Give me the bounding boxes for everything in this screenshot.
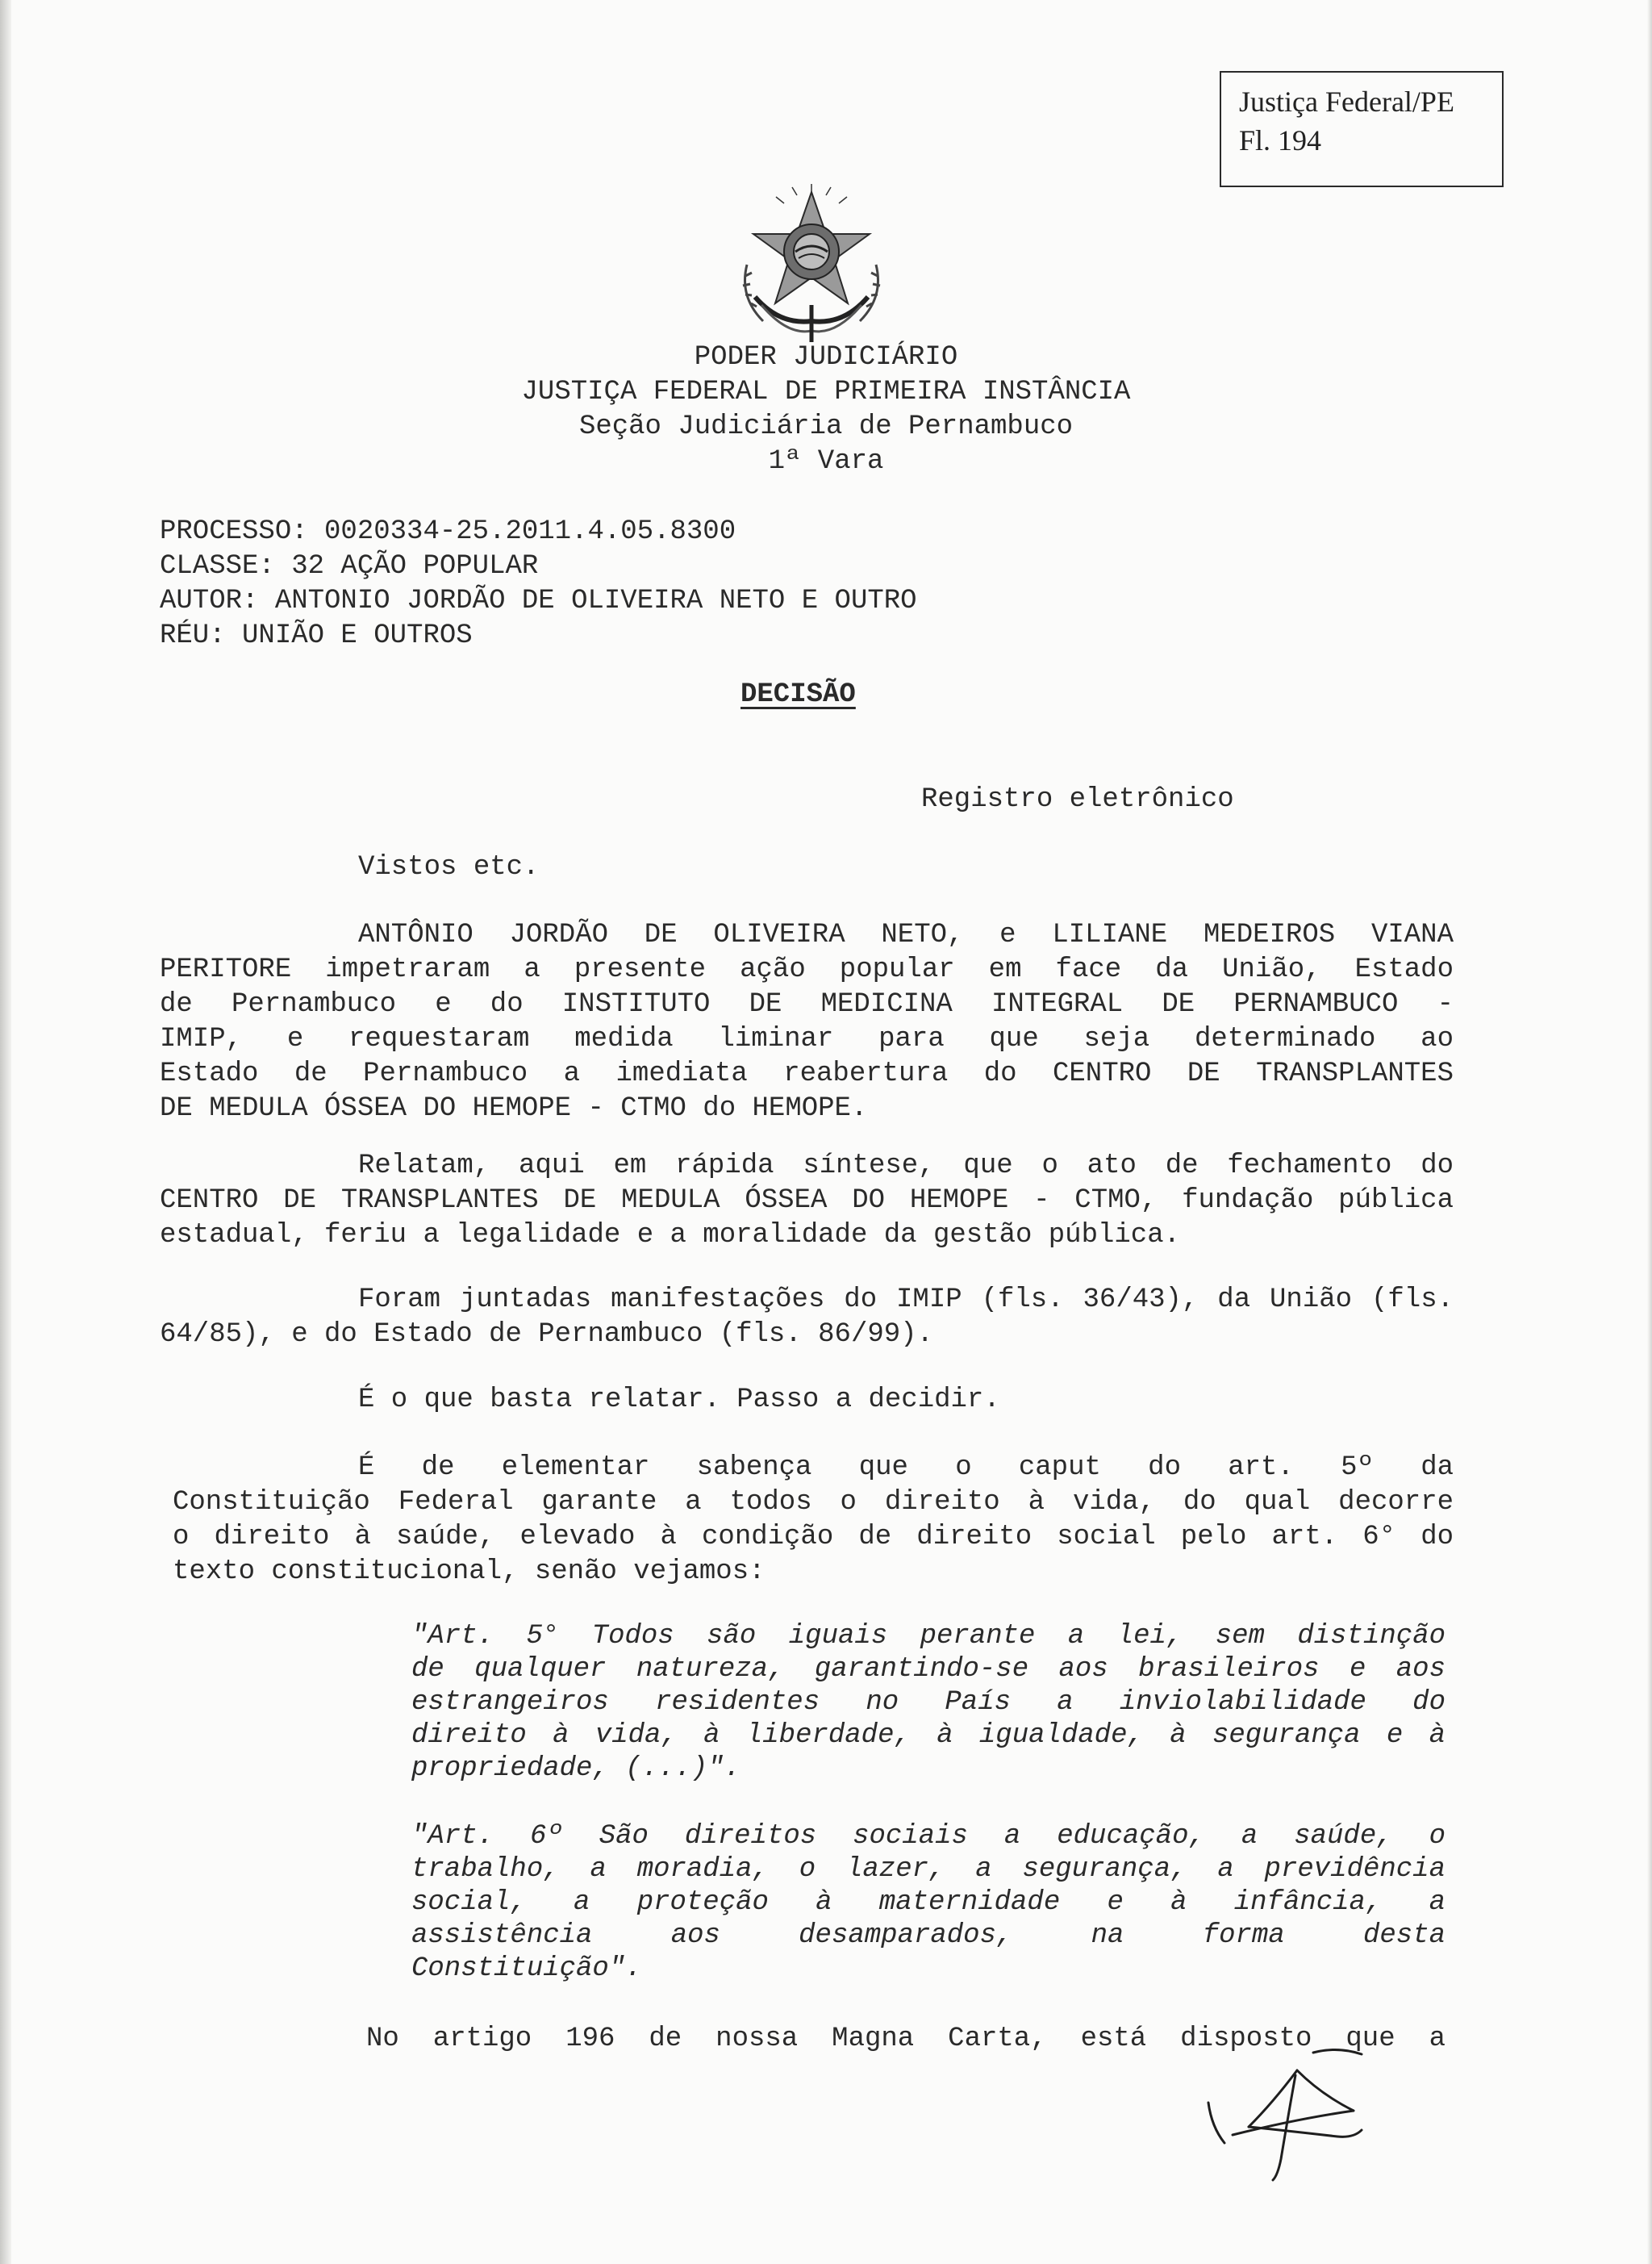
quote-art-5: [411, 1620, 1446, 1786]
quote-art-5-line: de qualquer natureza, garantindo-se aos brasileiros e aos: [411, 1654, 1446, 1685]
quote-art-6-line: assistência aos desamparados, na forma desta: [411, 1920, 1446, 1951]
stamp-folio: Fl. 194: [1239, 124, 1322, 157]
vistos-etc: Vistos etc.: [358, 852, 540, 883]
paragraph-5: [173, 1451, 1454, 1589]
paragraph-3-line: Foram juntadas manifestações do IMIP (fls. 36/43), da União (fls.: [358, 1284, 1454, 1315]
paragraph-2-line: CENTRO DE TRANSPLANTES DE MEDULA ÓSSEA DO HEMOPE - CTMO, fundação pública: [160, 1185, 1454, 1216]
handwritten-signature-icon: [1200, 2046, 1378, 2183]
case-reu: RÉU: UNIÃO E OUTROS: [160, 620, 473, 651]
paragraph-1-line: Estado de Pernambuco a imediata reabertura do CENTRO DE TRANSPLANTES: [160, 1059, 1454, 1089]
quote-art-6-line: "Art. 6º São direitos sociais a educação, a saúde, o: [411, 1821, 1446, 1852]
case-autor: AUTOR: ANTONIO JORDÃO DE OLIVEIRA NETO E OUTRO: [160, 586, 917, 616]
paragraph-3: [160, 1283, 1454, 1352]
quote-art-6-line: social, a proteção à maternidade e à infância, a: [411, 1887, 1446, 1918]
header-secao-judiciaria: Seção Judiciária de Pernambuco: [578, 411, 1074, 442]
paragraph-2: [160, 1149, 1454, 1253]
header-poder-judiciario: PODER JUDICIÁRIO: [694, 342, 958, 373]
paragraph-2-line: estadual, feriu a legalidade e a moralidade da gestão pública.: [160, 1220, 1181, 1251]
paragraph-6-line: No artigo 196 de nossa Magna Carta, está disposto que a: [366, 2024, 1446, 2054]
paragraph-1-line: DE MEDULA ÓSSEA DO HEMOPE - CTMO do HEMOPE.: [160, 1093, 868, 1124]
paragraph-2-line: Relatam, aqui em rápida síntese, que o ato de fechamento do: [358, 1151, 1454, 1181]
paragraph-1: [160, 918, 1454, 1126]
paragraph-1-line: ANTÔNIO JORDÃO DE OLIVEIRA NETO, e LILIANE MEDEIROS VIANA: [358, 920, 1454, 950]
quote-art-6-line: Constituição".: [411, 1953, 642, 1984]
paragraph-5-line: Constituição Federal garante a todos o direito à vida, do qual decorre: [173, 1487, 1454, 1518]
quote-art-5-line: direito à vida, à liberdade, à igualdade, à segurança e à: [411, 1720, 1446, 1751]
case-classe: CLASSE: 32 AÇÃO POPULAR: [160, 551, 539, 582]
quote-art-5-line: "Art. 5° Todos são iguais perante a lei, sem distinção: [411, 1621, 1446, 1652]
quote-art-6-line: trabalho, a moradia, o lazer, a segurança, a previdência: [411, 1854, 1446, 1885]
case-processo: PROCESSO: 0020334-25.2011.4.05.8300: [160, 516, 736, 547]
header-justica-federal: JUSTIÇA FEDERAL DE PRIMEIRA INSTÂNCIA: [521, 377, 1131, 407]
paragraph-3-line: 64/85), e do Estado de Pernambuco (fls. 86/99).: [160, 1319, 933, 1350]
document-title: DECISÃO: [740, 679, 856, 710]
paragraph-1-line: IMIP, e requestaram medida liminar para que seja determinado ao: [160, 1024, 1454, 1055]
paragraph-4: É o que basta relatar. Passo a decidir.: [358, 1385, 1000, 1415]
quote-art-5-line: estrangeiros residentes no País a inviolabilidade do: [411, 1687, 1446, 1718]
page-stamp-box: [1220, 71, 1504, 187]
quote-art-5-line: propriedade, (...)".: [411, 1753, 741, 1784]
scan-right-edge: [1647, 0, 1652, 2264]
quote-art-6: [411, 1820, 1446, 1986]
header-vara: 1ª Vara: [768, 446, 884, 477]
stamp-court: Justiça Federal/PE: [1239, 86, 1454, 118]
paragraph-1-line: PERITORE impetraram a presente ação popular em face da União, Estado: [160, 954, 1454, 985]
paragraph-5-line: texto constitucional, senão vejamos:: [173, 1556, 766, 1587]
paragraph-5-line: o direito à saúde, elevado à condição de direito social pelo art. 6° do: [173, 1522, 1454, 1552]
paragraph-5-line: É de elementar sabença que o caput do art. 5º da: [358, 1452, 1454, 1483]
paragraph-1-line: de Pernambuco e do INSTITUTO DE MEDICINA INTEGRAL DE PERNAMBUCO -: [160, 989, 1454, 1020]
scan-left-edge: [0, 0, 11, 2264]
registro-eletronico: Registro eletrônico: [921, 784, 1234, 815]
coat-of-arms-emblem-icon: [731, 184, 892, 345]
